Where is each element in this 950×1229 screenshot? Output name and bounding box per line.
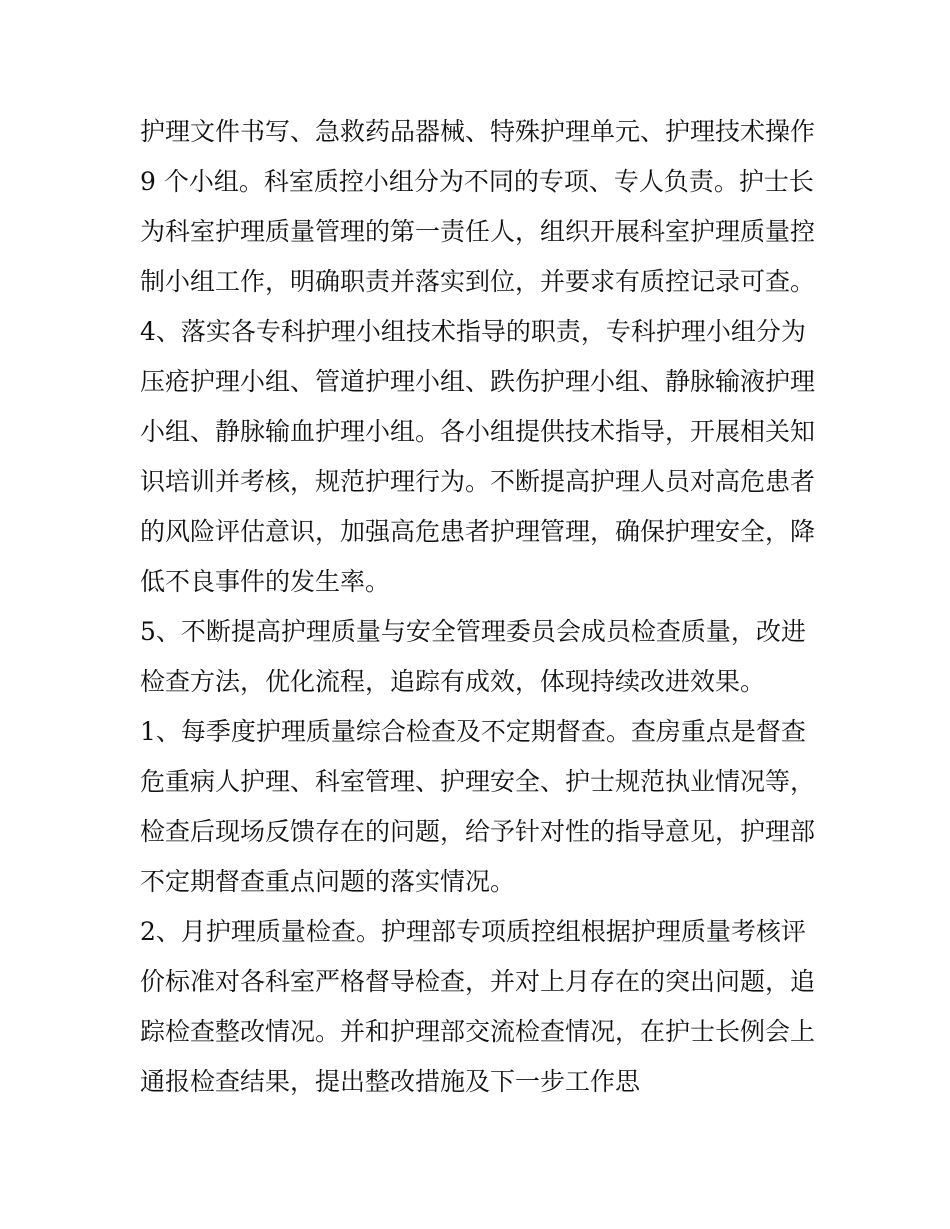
text-line: 识培训并考核，规范护理行为。不断提高护理人员对高危患者 (140, 467, 816, 496)
text-line: 危重病人护理、科室管理、护理安全、护士规范执业情况等， (140, 767, 816, 796)
text-line: 不定期督查重点问题的落实情况。 (140, 867, 516, 896)
document-body (140, 107, 820, 1107)
text-line: 低不良事件的发生率。 (140, 567, 391, 596)
text-line: 小组、静脉输血护理小组。各小组提供技术指导，开展相关知 (140, 417, 816, 446)
text-line: 1、每季度护理质量综合检查及不定期督查。查房重点是督查 (140, 717, 806, 746)
text-line: 价标准对各科室严格督导检查，并对上月存在的突出问题，追 (140, 967, 816, 996)
text-line: 检查后现场反馈存在的问题，给予针对性的指导意见，护理部 (140, 817, 816, 846)
text-line: 2、月护理质量检查。护理部专项质控组根据护理质量考核评 (140, 917, 806, 946)
text-line: 5、不断提高护理质量与安全管理委员会成员检查质量，改进 (140, 617, 806, 646)
text-line: 的风险评估意识，加强高危患者护理管理，确保护理安全，降 (140, 517, 816, 546)
text-line: 4、落实各专科护理小组技术指导的职责，专科护理小组分为 (140, 317, 806, 346)
text-line: 为科室护理质量管理的第一责任人，组织开展科室护理质量控 (140, 217, 816, 246)
text-line: 9 个小组。科室质控小组分为不同的专项、专人负责。护士长 (140, 167, 814, 196)
text-line: 踪检查整改情况。并和护理部交流检查情况，在护士长例会上 (140, 1017, 816, 1046)
text-line: 护理文件书写、急救药品器械、特殊护理单元、护理技术操作 (140, 117, 816, 146)
text-line: 压疮护理小组、管道护理小组、跌伤护理小组、静脉输液护理 (140, 367, 816, 396)
text-line: 通报检查结果，提出整改措施及下一步工作思 (140, 1067, 641, 1096)
text-line: 制小组工作，明确职责并落实到位，并要求有质控记录可查。 (140, 267, 816, 296)
text-line: 检查方法，优化流程，追踪有成效，体现持续改进效果。 (140, 667, 766, 696)
